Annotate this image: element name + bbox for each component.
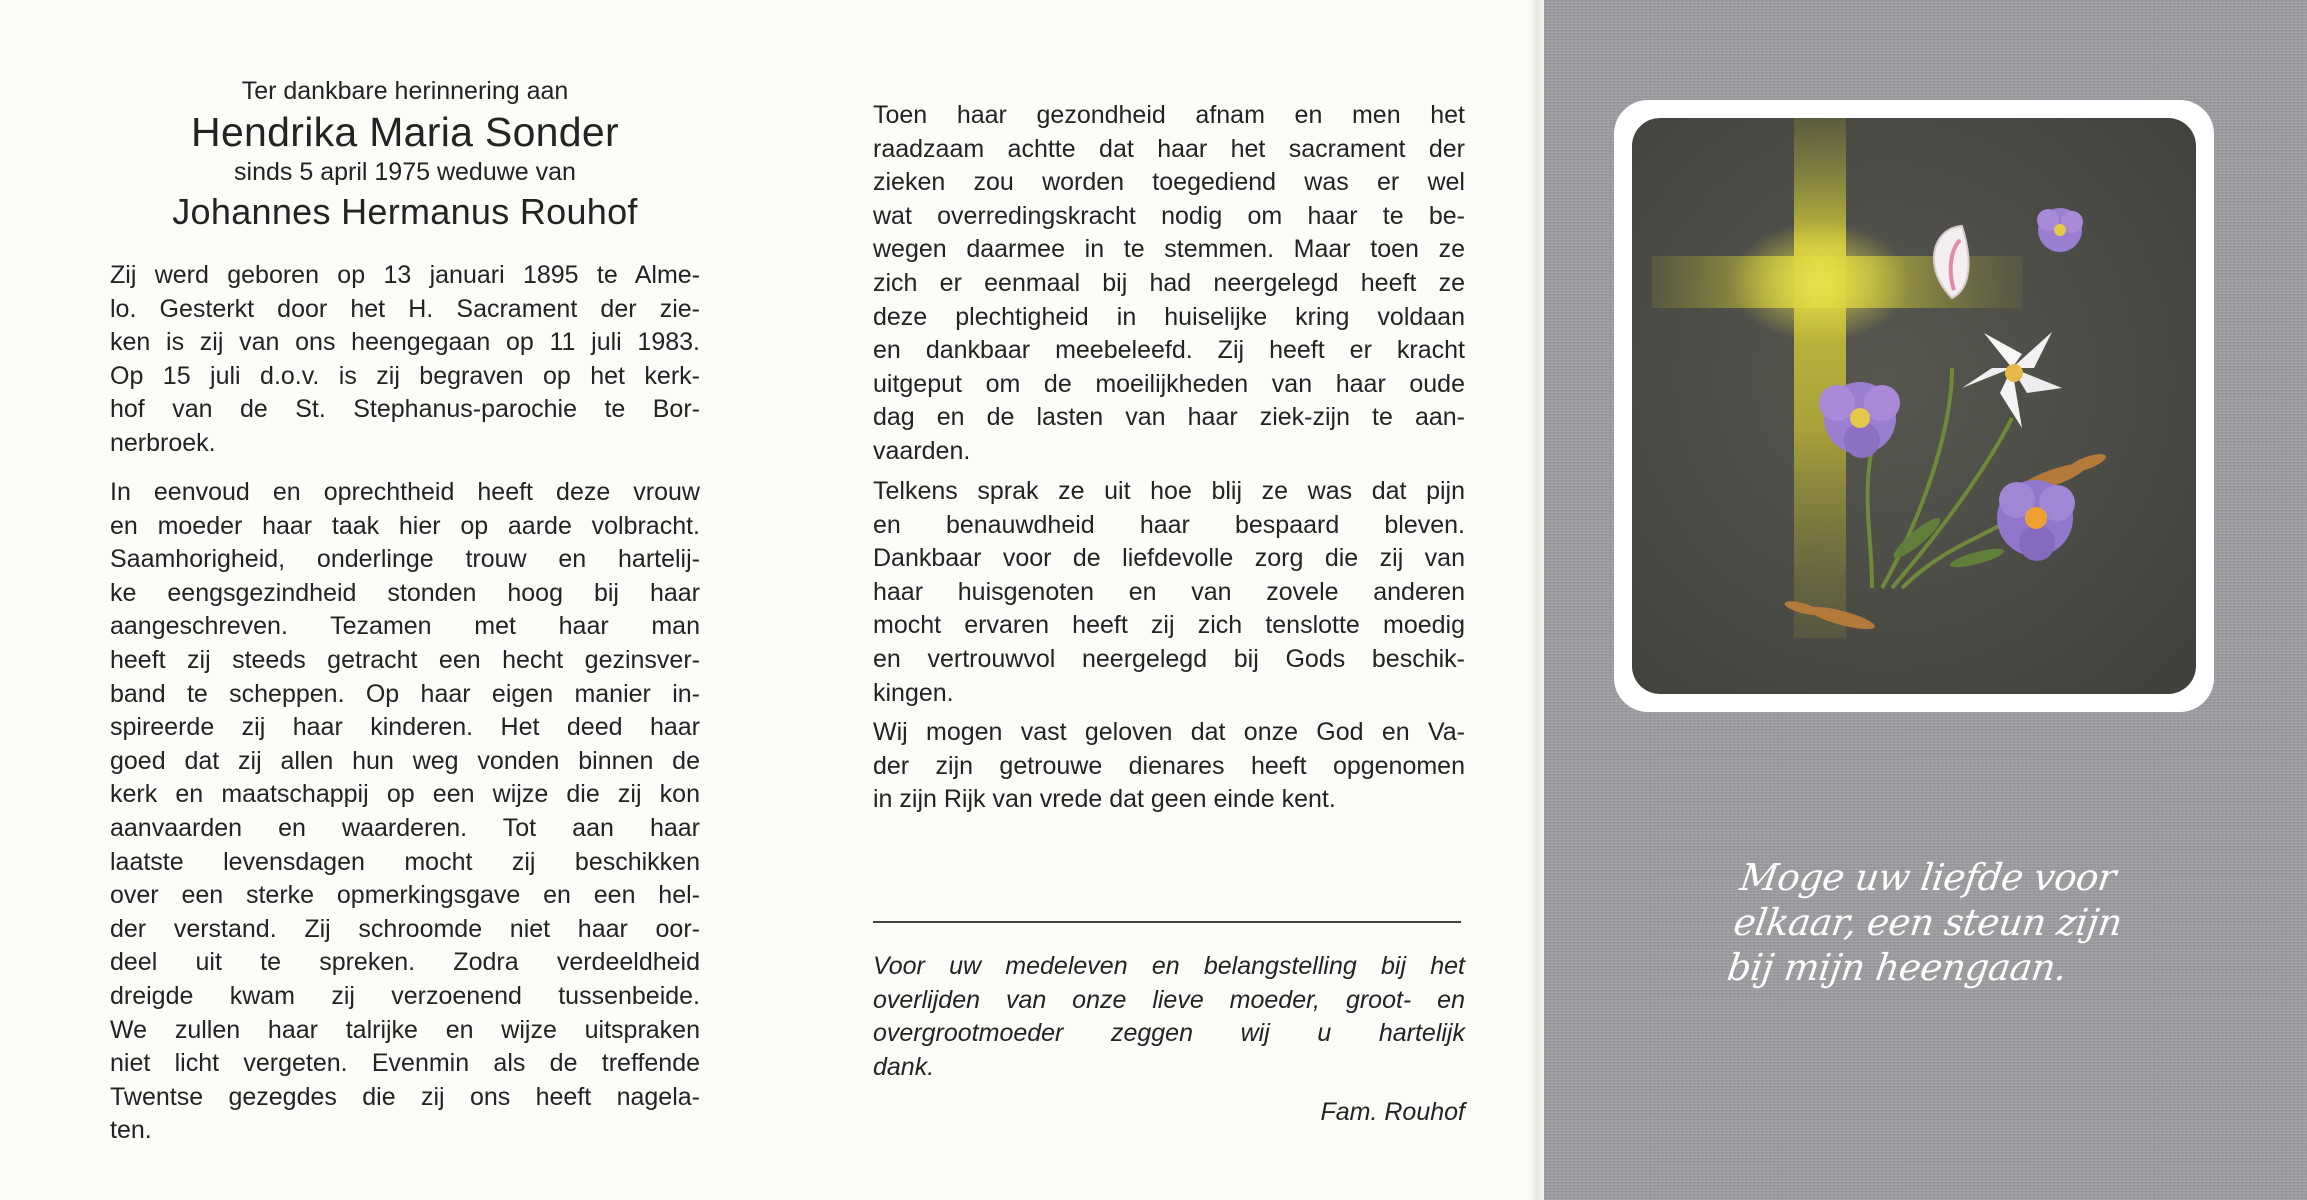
text-line: nerbroek. (110, 428, 216, 457)
text-line: Voor uw medeleven en belangstelling bij het (873, 952, 1465, 980)
text-line: zich er eenmaal bij had neergelegd heeft ze (873, 268, 1465, 297)
left-column (110, 0, 700, 1200)
divider-line (873, 921, 1461, 923)
cross-with-flowers-image (1632, 118, 2196, 694)
verse-line: bij mijn heengaan. (1724, 946, 2070, 989)
text-line: en dankbaar meebeleefd. Zij heeft er kracht (873, 336, 1465, 365)
cross-glow (1730, 222, 1910, 342)
text-line: wegen daarmee in te stemmen. Maar toen ze (873, 235, 1465, 264)
card-header (110, 75, 700, 235)
text-line: hof van de St. Stephanus-parochie te Bor- (110, 395, 700, 424)
text-line: Zij werd geboren op 13 januari 1895 te Alme- (110, 261, 700, 289)
text-line: in zijn Rijk van vrede dat geen einde kent. (873, 785, 1336, 814)
cross-vertical-beam (1794, 118, 1846, 638)
text-line: heeft zij steeds getracht een hecht gezinsver- (110, 645, 700, 674)
text-line: Wij mogen vast geloven dat onze God en Va- (873, 718, 1465, 746)
text-line: over een sterke opmerkingsgave en een hel- (110, 881, 700, 910)
paragraph-birth-death (110, 259, 700, 461)
text-line: deze plechtigheid in huiselijke kring voldaan (873, 302, 1465, 331)
text-line: ken is zij van ons heengegaan op 11 juli 1983. (110, 328, 700, 357)
purple-flower-icon (2037, 208, 2083, 252)
text-line: raadzaam achtte dat haar het sacrament der (873, 134, 1465, 163)
intro-line: Ter dankbare herinnering aan (241, 77, 569, 105)
text-line: dag en de lasten van haar ziek-zijn te aan- (873, 403, 1465, 432)
text-line: dreigde kwam zij verzoenend tussenbeide. (110, 981, 700, 1010)
purple-flower-icon (1997, 480, 2075, 561)
text-line: ten. (110, 1116, 152, 1145)
text-line: Op 15 juli d.o.v. is zij begraven op het kerk- (110, 361, 700, 390)
deceased-name: Hendrika Maria Sonder (191, 109, 619, 155)
text-line: haar huisgenoten en van zovele anderen (873, 577, 1465, 606)
middle-column (873, 0, 1465, 1200)
text-line: lo. Gesterkt door het H. Sacrament der zie- (110, 294, 700, 323)
text-line: We zullen haar talrijke en wijze uitspraken (110, 1015, 700, 1044)
text-line: aanvaarden en waarderen. Tot aan haar (110, 813, 700, 842)
text-line: wat overredingskracht nodig om haar te be- (873, 201, 1465, 230)
text-line: zieken zou worden toegediend was er wel (873, 168, 1465, 197)
text-line: Saamhorigheid, onderlinge trouw en hartelij- (110, 545, 700, 574)
signature: Fam. Rouhof (1320, 1098, 1465, 1126)
text-line: overlijden van onze lieve moeder, groot- en (873, 985, 1465, 1014)
text-line: laatste levensdagen mocht zij beschikken (110, 847, 700, 876)
paragraph-faith (873, 716, 1465, 817)
text-line: mocht ervaren heeft zij zich tenslotte moedig (873, 611, 1465, 640)
text-line: en vertrouwvol neergelegd bij Gods beschik- (873, 644, 1465, 673)
text-line: kingen. (873, 678, 954, 707)
widow-line: sinds 5 april 1975 weduwe van (234, 158, 576, 186)
verse-line: elkaar, een steun zijn (1730, 901, 2125, 944)
text-line: goed dat zij allen hun weg vonden binnen de (110, 746, 700, 775)
text-line: Dankbaar voor de liefdevolle zorg die zij van (873, 544, 1465, 573)
text-line: der zijn getrouwe dienares heeft opgenomen (873, 751, 1465, 780)
text-line: niet licht vergeten. Evenmin als de treffende (110, 1049, 700, 1078)
thanks-paragraph (873, 950, 1465, 1084)
text-line: aangeschreven. Tezamen met haar man (110, 612, 700, 641)
text-line: ke eengsgezindheid stonden hoog bij haar (110, 578, 700, 607)
paragraph-life (110, 476, 700, 1148)
text-line: band te scheppen. Op haar eigen manier in- (110, 679, 700, 708)
white-lily-icon (1962, 332, 2062, 428)
text-line: en benauwdheid haar bespaard bleven. (873, 510, 1465, 539)
verse-text (1725, 855, 2164, 990)
text-line: uitgeput om de moeilijkheden van haar oude (873, 369, 1465, 398)
text-line: deel uit te spreken. Zodra verdeeldheid (110, 948, 700, 977)
text-line: der verstand. Zij schroomde niet haar oor- (110, 914, 700, 943)
text-line: dank. (873, 1052, 935, 1081)
text-line: kerk en maatschappij op een wijze die zij kon (110, 780, 700, 809)
text-line: en moeder haar taak hier op aarde volbracht. (110, 511, 700, 540)
text-line: spireerde zij haar kinderen. Het deed haar (110, 713, 700, 742)
paragraph-illness (873, 99, 1465, 469)
text-line: vaarden. (873, 436, 971, 465)
text-line: In eenvoud en oprechtheid heeft deze vrouw (110, 478, 700, 506)
verse-line: Moge uw liefde voor (1737, 856, 2119, 899)
text-line: Twentse gezegdes die zij ons heeft nagela- (110, 1082, 700, 1111)
cross-flowers-illustration (1632, 118, 2196, 694)
text-line: overgrootmoeder zeggen wij u hartelijk (873, 1019, 1465, 1048)
text-line: Telkens sprak ze uit hoe blij ze was dat pijn (873, 477, 1465, 505)
spouse-name: Johannes Hermanus Rouhof (172, 191, 638, 232)
paragraph-gratitude (873, 475, 1465, 710)
text-line: Toen haar gezondheid afnam en men het (873, 101, 1465, 129)
memorial-card-front (1544, 0, 2307, 1200)
card-fold (1530, 0, 1544, 1200)
